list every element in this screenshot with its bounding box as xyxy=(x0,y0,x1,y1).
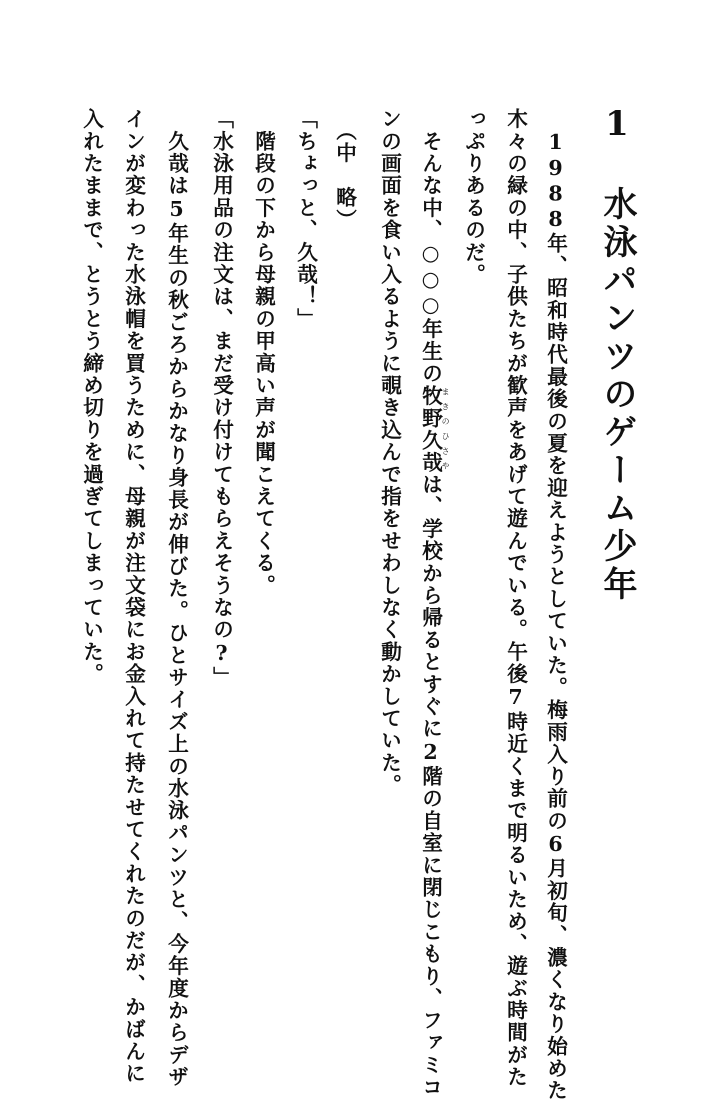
dialogue-line: 「ちょっと、久哉！」 xyxy=(293,108,318,330)
character-name: 牧野久哉 xyxy=(418,384,443,474)
paragraph-line: 1988年、昭和時代最後の夏を迎えようとしていた。梅雨入り前の6月初旬、濃くなり始めた xyxy=(543,108,568,1102)
paragraph-line-with-ruby xyxy=(420,108,450,1098)
dialogue-line: 「水泳用品の注文は、まだ受け付けてもらえそうなの?」 xyxy=(209,108,234,689)
furigana-reading: まきのひさや xyxy=(441,384,451,474)
paragraph-line: っぷりあるのだ。 xyxy=(461,108,486,286)
text-segment: は、学校から帰るとすぐに2階の自室に閉じこもり、ファミコ xyxy=(418,473,443,1099)
paragraph-line: ンの画面を食い入るように覗き込んで指をせわしなく動かしていた。 xyxy=(377,108,402,797)
text-segment: そんな中、○○○年生の xyxy=(418,108,443,385)
paragraph-line: インが変わった水泳帽を買うために、母親が注文袋にお金入れて持たせてくれたのだが、かばんに xyxy=(121,108,146,1085)
paragraph-line: 入れたままで、とうとう締め切りを過ぎてしまっていた。 xyxy=(79,108,104,686)
paragraph-line: 木々の緑の中、子供たちが歓声をあげて遊んでいる。午後7時近くまで明るいため、遊ぶ時間がた xyxy=(503,108,528,1089)
name-with-furigana xyxy=(418,384,451,474)
chapter-title: 1 水泳パンツのゲーム少年 xyxy=(597,104,637,604)
paragraph-line: 久哉は5年生の秋ごろからかなり身長が伸びた。ひとサイズ上の水泳パンツと、今年度からデザ xyxy=(164,108,189,1089)
omission-mark: （中 略） xyxy=(332,108,357,231)
narration-line: 階段の下から母親の甲高い声が聞こえてくる。 xyxy=(251,108,276,597)
